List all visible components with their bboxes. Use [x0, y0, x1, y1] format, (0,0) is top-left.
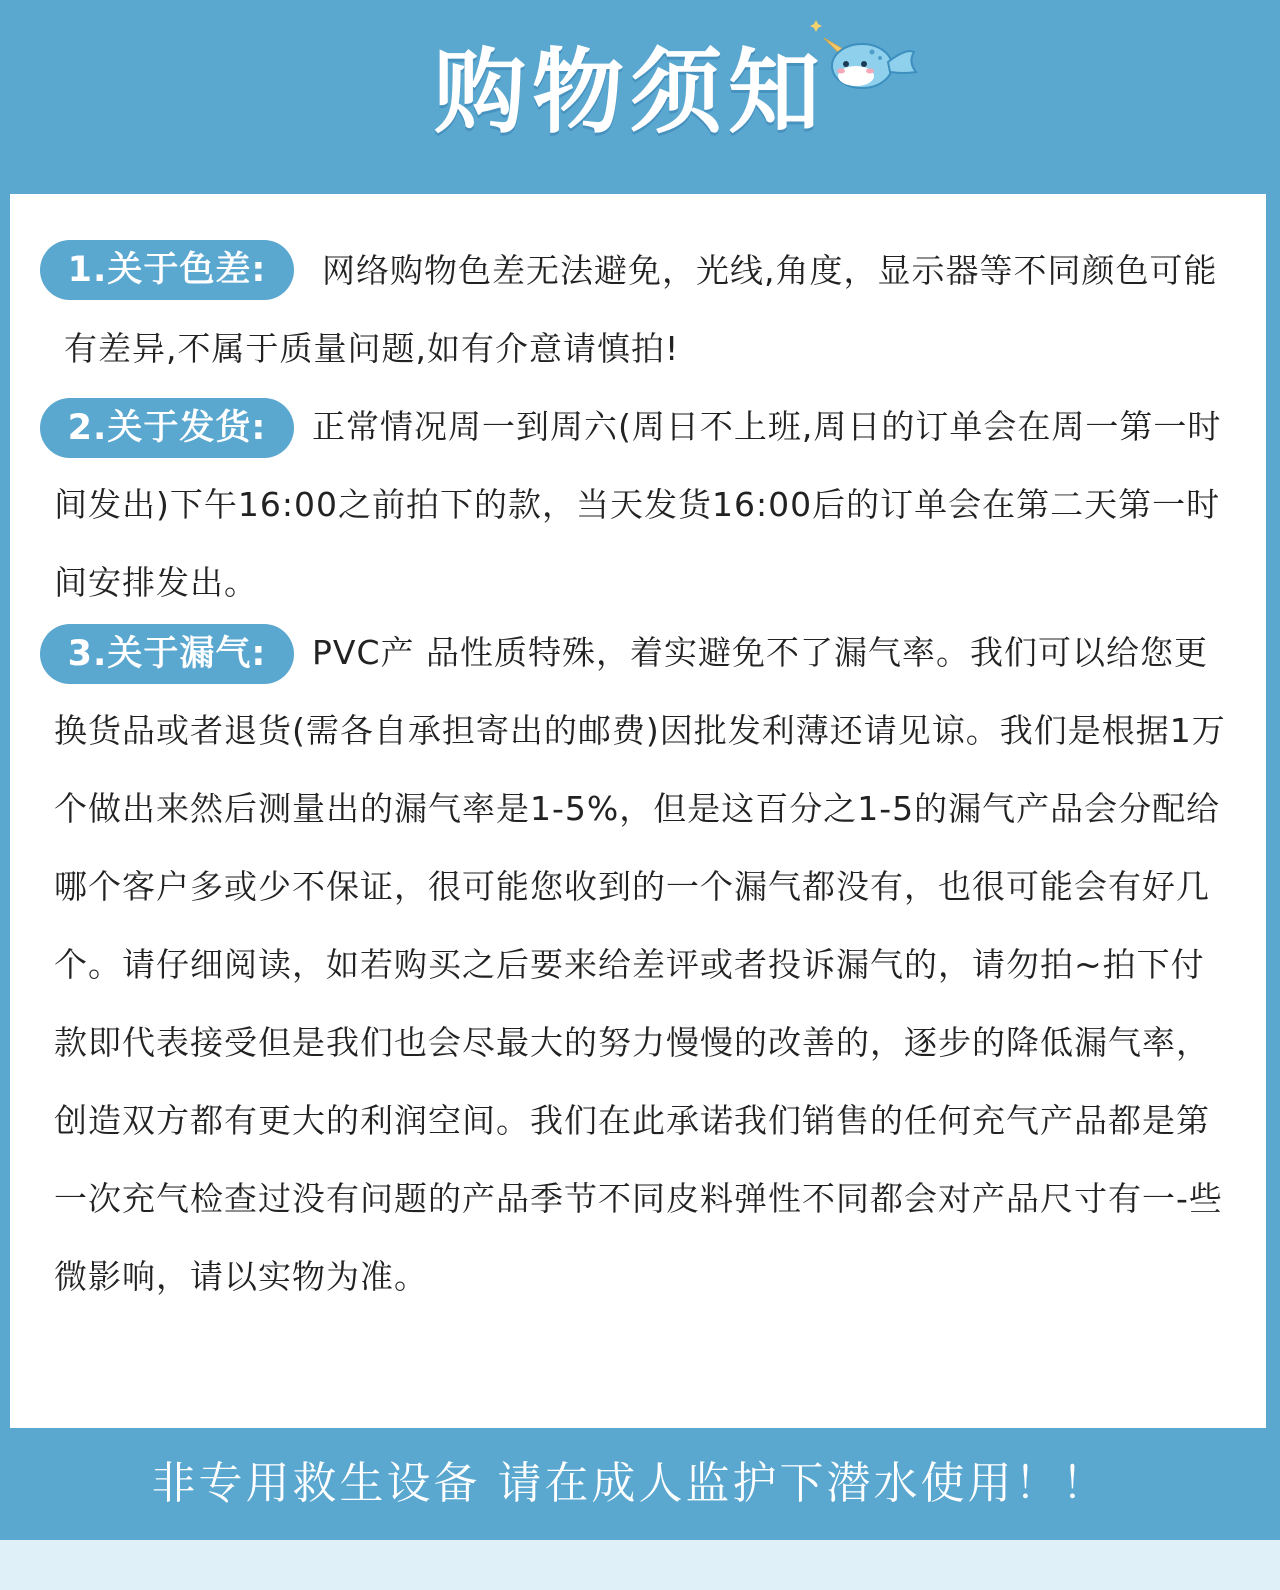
section-text: 正常情况周一到周六(周日不上班,周日的订单会在周一第一时间发出)下午16:00之前拍下的款，当天发货16:00后的订单会在第二天第一时间安排发出。 [54, 407, 1222, 602]
notice-card [10, 194, 1266, 1428]
narwhal-icon [810, 18, 920, 98]
section-tag: 2.关于发货: [40, 398, 294, 458]
page-title: 购物须知 [433, 39, 826, 146]
section-tag: 3.关于漏气: [40, 624, 294, 684]
section-text: PVC产 品性质特殊，着实避免不了漏气率。我们可以给您更换货品或者退货(需各自承担寄出的邮费)因批发利薄还请见谅。我们是根据1万个做出来然后测量出的漏气率是1-5%，但是这百分之1-5的漏气产品会分配给哪个客户多或少不保证，很可能您收到的一个漏气都没有，也很可能会有好几个。请仔细阅读，如若购买之后要来给差评或者投诉漏气的，请勿拍~拍下付款即代表接受但是我们也会尽最大的努力慢慢的改善的，逐步的降低漏气率，创造双方都有更大的利润空间。我们在此承诺我们销售的任何充气产品都是第一次充气检查过没有问题的产品季节不同皮料弹性不同都会对产品尺寸有一-些微影响，请以实物为准。 [54, 633, 1226, 1296]
section-text: 网络购物色差无法避免，光线,角度，显示器等不同颜色可能有差异,不属于质量问题,如有介意请慎拍! [64, 251, 1218, 368]
bottom-divider [0, 1540, 1280, 1590]
section-tag: 1.关于色差: [40, 240, 294, 300]
safety-warning: 非专用救生设备 请在成人监护下潜水使用！！ [151, 1458, 1109, 1509]
